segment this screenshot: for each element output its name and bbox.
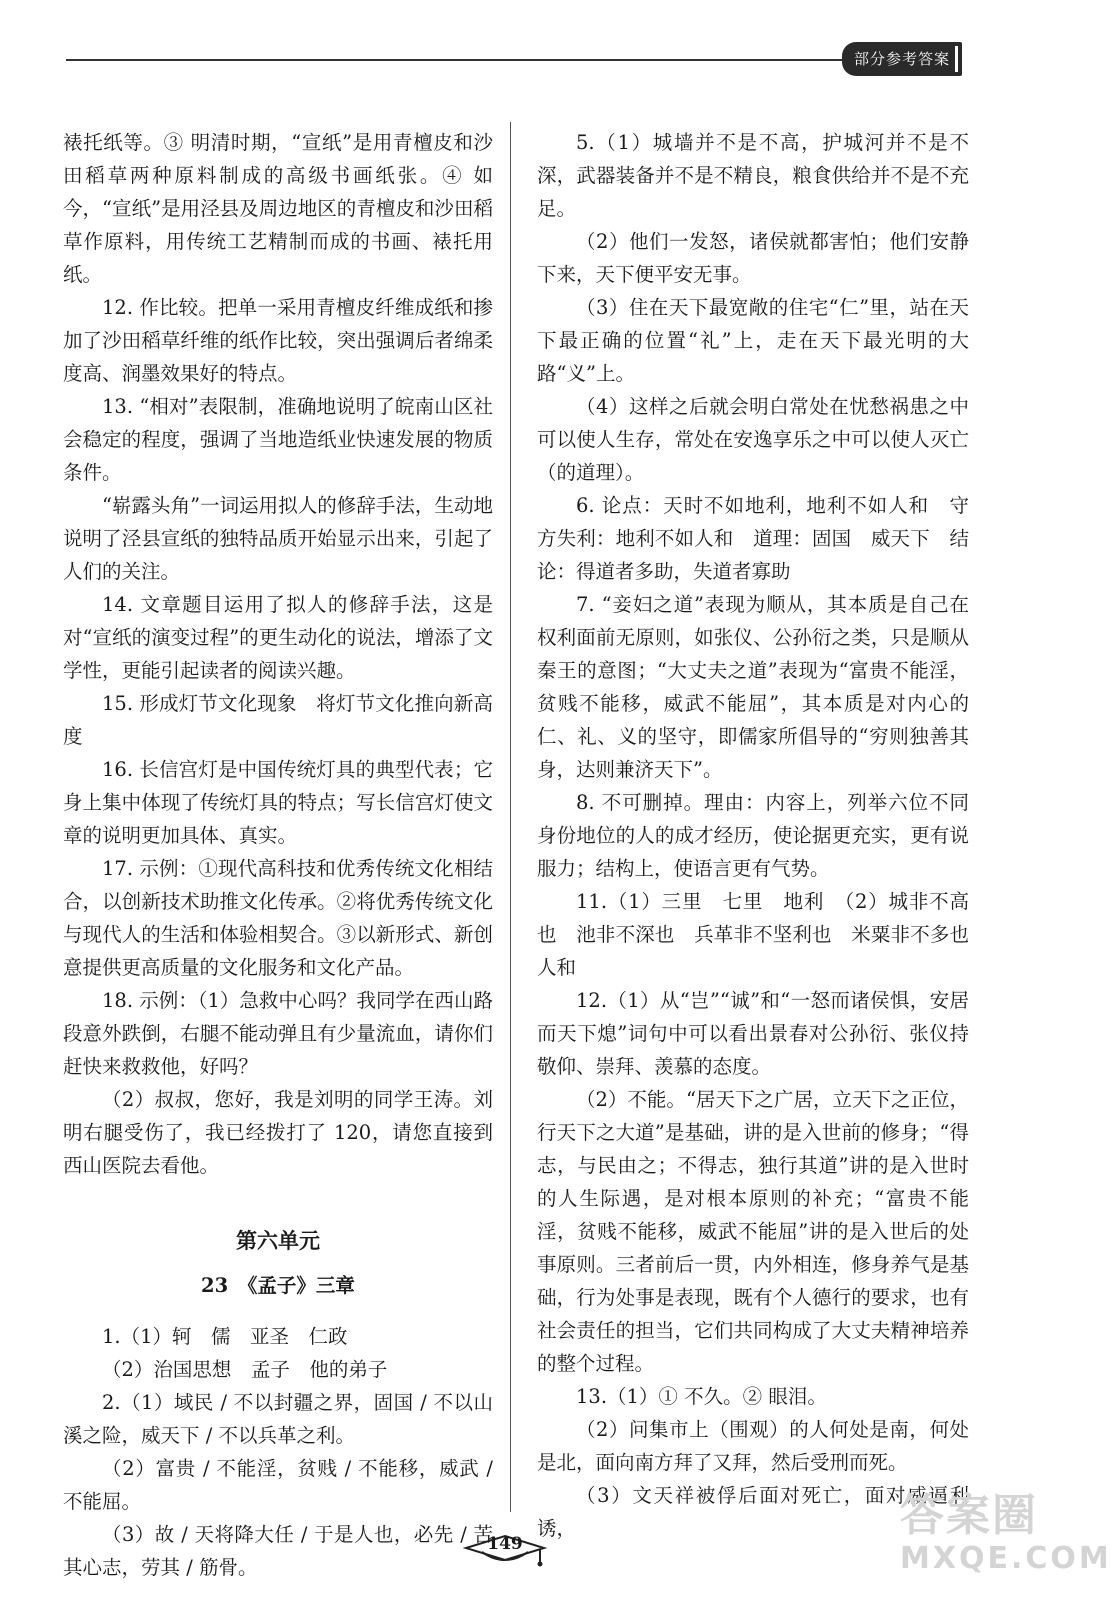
answer-paragraph: 13.（1）① 不久。② 眼泪。	[576, 1385, 827, 1408]
answer-paragraph: （2）治国思想 孟子 他的弟子	[102, 1358, 388, 1381]
watermark-logo-text: 答案圈	[900, 1490, 1038, 1541]
watermark-domain: MXQE.COM	[900, 1541, 1112, 1576]
answer-paragraph: 18. 示例：（1）急救中心吗？我同学在西山路段意外跌倒，右腿不能动弹且有少量流血，请你们赶快来救救他，好吗？	[63, 989, 493, 1078]
answer-paragraph: （2）不能。“居天下之广居，立天下之正位，行天下之大道”是基础，讲的是入世前的修身；“得志，与民由之；不得志，独行其道”讲的是入世时的人生际遇，是对根本原则的补充；“富贵不能淫，贫贱不能移，威武不能屈”讲的是入世后的处事原则。三者前后一贯，内外相连，修身养气是基础，行为处事是表现，既有个人德行的要求，也有社会责任的担当，它们共同构成了大丈夫精神培养的整个过程。	[537, 1088, 969, 1375]
answer-paragraph: 12.（1）从“岂”“诚”和“一怒而诸侯惧，安居而天下熄”词句中可以看出景春对公孙衍、张仪持敬仰、崇拜、羡慕的态度。	[537, 989, 969, 1078]
answer-paragraph: 7. “妾妇之道”表现为顺从，其本质是自己在权利面前无原则，如张仪、公孙衍之类，只是顺从秦王的意图；“大丈夫之道”表现为“富贵不能淫，贫贱不能移，威武不能屈”，其本质是对内心的仁、礼、义的坚守，即儒家所倡导的“穷则独善其身，达则兼济天下”。	[537, 593, 969, 781]
answer-paragraph: （2）他们一发怒，诸侯就都害怕；他们安静下来，天下便平安无事。	[537, 230, 969, 286]
answer-paragraph: “崭露头角”一词运用拟人的修辞手法，生动地说明了泾县宣纸的独特品质开始显示出来，引起了人们的关注。	[63, 494, 493, 583]
answer-paragraph: 2.（1）域民 / 不以封疆之界，固国 / 不以山溪之险，威天下 / 不以兵革之利。	[63, 1391, 493, 1447]
watermark	[900, 1490, 1112, 1590]
left-column	[63, 126, 493, 1584]
answer-paragraph: 17. 示例：①现代高科技和优秀传统文化相结合，以创新技术助推文化传承。②将优秀传统文化与现代人的生活和体验相契合。③以新形式、新创意提供更高质量的文化服务和文化产品。	[63, 857, 493, 979]
page-number: 149	[487, 1534, 523, 1554]
column-divider	[510, 122, 511, 1512]
answer-paragraph: （2）富贵 / 不能淫，贫贱 / 不能移，威武 / 不能屈。	[63, 1457, 493, 1513]
answer-paragraph: 14. 文章题目运用了拟人的修辞手法，这是对“宣纸的演变过程”的更生动化的说法，增添了文学性，更能引起读者的阅读兴趣。	[63, 593, 493, 682]
header-badge: 部分参考答案	[842, 42, 962, 76]
answer-paragraph: （4）这样之后就会明白常处在忧愁祸患之中可以使人生存，常处在安逸享乐之中可以使人灭亡（的道理）。	[537, 395, 969, 484]
answer-paragraph: （3）住在天下最宽敞的住宅“仁”里，站在天下最正确的位置“礼”上，走在天下最光明的大路“义”上。	[537, 296, 969, 385]
answer-paragraph: （3）故 / 天将降大任 / 于是人也，必先 / 苦其心志，劳其 / 筋骨。	[63, 1523, 493, 1579]
answer-paragraph: （2）问集市上（围观）的人何处是南，何处是北，面向南方拜了又拜，然后受刑而死。	[537, 1418, 969, 1474]
section-spacer	[63, 1182, 493, 1209]
answer-paragraph: 8. 不可删掉。理由：内容上，列举六位不同身份地位的人的成才经历，使论据更充实，更有说服力；结构上，使语言更有气势。	[537, 791, 969, 880]
lesson-title: 23 《孟子》三章	[201, 1274, 355, 1297]
unit-title: 第六单元	[236, 1228, 320, 1253]
answer-paragraph: （2）叔叔，您好，我是刘明的同学王涛。刘明右腿受伤了，我已经拨打了 120，请您直接到西山医院去看他。	[63, 1088, 493, 1177]
header-rule	[66, 59, 844, 61]
answer-paragraph: 16. 长信宫灯是中国传统灯具的典型代表；它身上集中体现了传统灯具的特点；写长信宫灯使文章的说明更加具体、真实。	[63, 758, 493, 847]
answer-paragraph: （3）文天祥被俘后面对死亡，面对威逼利诱，	[537, 1484, 969, 1540]
right-column	[537, 126, 989, 1545]
answer-paragraph: 6. 论点：天时不如地利，地利不如人和 守方失利：地利不如人和 道理：固国 威天下 结论：得道者多助，失道者寡助	[537, 494, 969, 583]
answer-paragraph: 12. 作比较。把单一采用青檀皮纤维成纸和掺加了沙田稻草纤维的纸作比较，突出强调后者绵柔度高、润墨效果好的特点。	[63, 296, 493, 385]
answer-paragraph: 裱托纸等。③ 明清时期，“宣纸”是用青檀皮和沙田稻草两种原料制成的高级书画纸张。④ 如今，“宣纸”是用泾县及周边地区的青檀皮和沙田稻草作原料，用传统工艺精制而成的书画、裱托用纸。	[63, 131, 493, 286]
answer-paragraph: 15. 形成灯节文化现象 将灯节文化推向新高度	[63, 692, 493, 748]
answer-paragraph: 13. “相对”表限制，准确地说明了皖南山区社会稳定的程度，强调了当地造纸业快速发展的物质条件。	[63, 395, 493, 484]
answer-paragraph: 11.（1）三里 七里 地利 （2）城非不高也 池非不深也 兵革非不坚利也 米粟非不多也 人和	[537, 890, 989, 979]
answer-paragraph: 1.（1）轲 儒 亚圣 仁政	[102, 1325, 348, 1348]
answer-paragraph: 5.（1）城墙并不是不高，护城河并不是不深，武器装备并不是不精良，粮食供给并不是不充足。	[537, 131, 969, 220]
